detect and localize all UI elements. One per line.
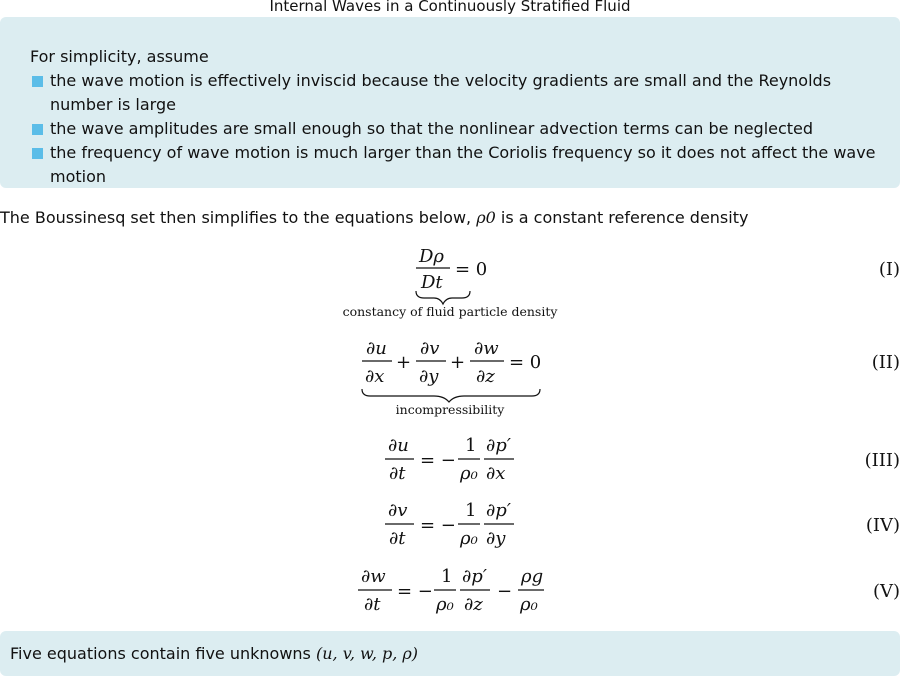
bullet-square-icon [32,148,43,159]
svg-text:∂p′: ∂p′ [486,500,511,521]
svg-text:−: − [497,581,513,602]
eq2-label: (II) [871,352,900,373]
page-title: Internal Waves in a Continuously Stratified Fluid [269,0,631,15]
svg-text:∂y: ∂y [486,528,506,549]
svg-text:1: 1 [465,435,477,456]
eq1-rhs: = 0 [455,259,488,280]
eq3-label: (III) [864,450,900,471]
svg-text:+: + [450,352,466,373]
svg-text:ρ₀: ρ₀ [520,594,538,615]
svg-text:∂y: ∂y [419,366,439,387]
list-item: the frequency of wave motion is much larger than the Coriolis frequency so it does not affect the wave motion [30,141,890,189]
svg-text:∂w: ∂w [361,566,386,587]
footer-text: Five equations contain five unknowns (u, v, w, p, ρ) [10,644,419,663]
assumptions-list [30,69,890,189]
eq2-brace-label: incompressibility [395,402,505,417]
svg-text:= −: = − [420,450,456,471]
svg-text:∂z: ∂z [476,366,495,387]
unknowns-tuple: (u, v, w, p, ρ) [315,644,419,663]
svg-text:∂w: ∂w [474,338,499,359]
svg-text:ρ₀: ρ₀ [436,594,454,615]
eq1-label: (I) [878,259,900,280]
equation-1 [343,246,900,319]
lead-sentence: The Boussinesq set then simplifies to the equations below, ρ0 is a constant reference density [0,208,749,227]
svg-text:+: + [396,352,412,373]
svg-text:∂t: ∂t [389,528,406,549]
equation-5 [358,566,900,615]
footer-box [0,631,900,676]
rho0-symbol: ρ0 [476,208,496,227]
svg-text:∂x: ∂x [365,366,385,387]
svg-text:1: 1 [465,500,477,521]
svg-text:∂v: ∂v [388,500,408,521]
eq5-label: (V) [872,581,900,602]
bullet-square-icon [32,76,43,87]
svg-text:∂x: ∂x [486,463,506,484]
svg-text:ρ₀: ρ₀ [460,528,478,549]
svg-text:1: 1 [441,566,453,587]
assumptions-box [0,17,900,188]
svg-text:∂p′: ∂p′ [462,566,487,587]
svg-text:∂p′: ∂p′ [486,435,511,456]
eq4-label: (IV) [865,515,900,536]
svg-text:∂u: ∂u [388,435,409,456]
svg-text:∂v: ∂v [420,338,440,359]
equation-4 [385,500,900,549]
svg-text:= −: = − [420,515,456,536]
eq1-denominator: Dt [421,272,443,293]
svg-text:= 0: = 0 [509,352,542,373]
svg-text:∂t: ∂t [389,463,406,484]
equation-3 [385,435,900,484]
assumptions-intro: For simplicity, assume [30,47,209,66]
list-item: the wave amplitudes are small enough so that the nonlinear advection terms can be neglected [30,117,890,141]
svg-text:∂z: ∂z [464,594,483,615]
eq1-brace-label: constancy of fluid particle density [342,304,558,319]
svg-text:∂t: ∂t [364,594,381,615]
eq2-underbrace [362,389,540,402]
bullet-square-icon [32,124,43,135]
equation-2 [362,338,900,417]
svg-text:∂u: ∂u [366,338,387,359]
svg-text:ρ₀: ρ₀ [460,463,478,484]
list-item: the wave motion is effectively inviscid because the velocity gradients are small and the Reynolds number is large [30,69,890,117]
eq1-numerator: Dρ [419,246,445,267]
svg-text:= −: = − [397,581,433,602]
svg-text:ρg: ρg [521,566,544,587]
